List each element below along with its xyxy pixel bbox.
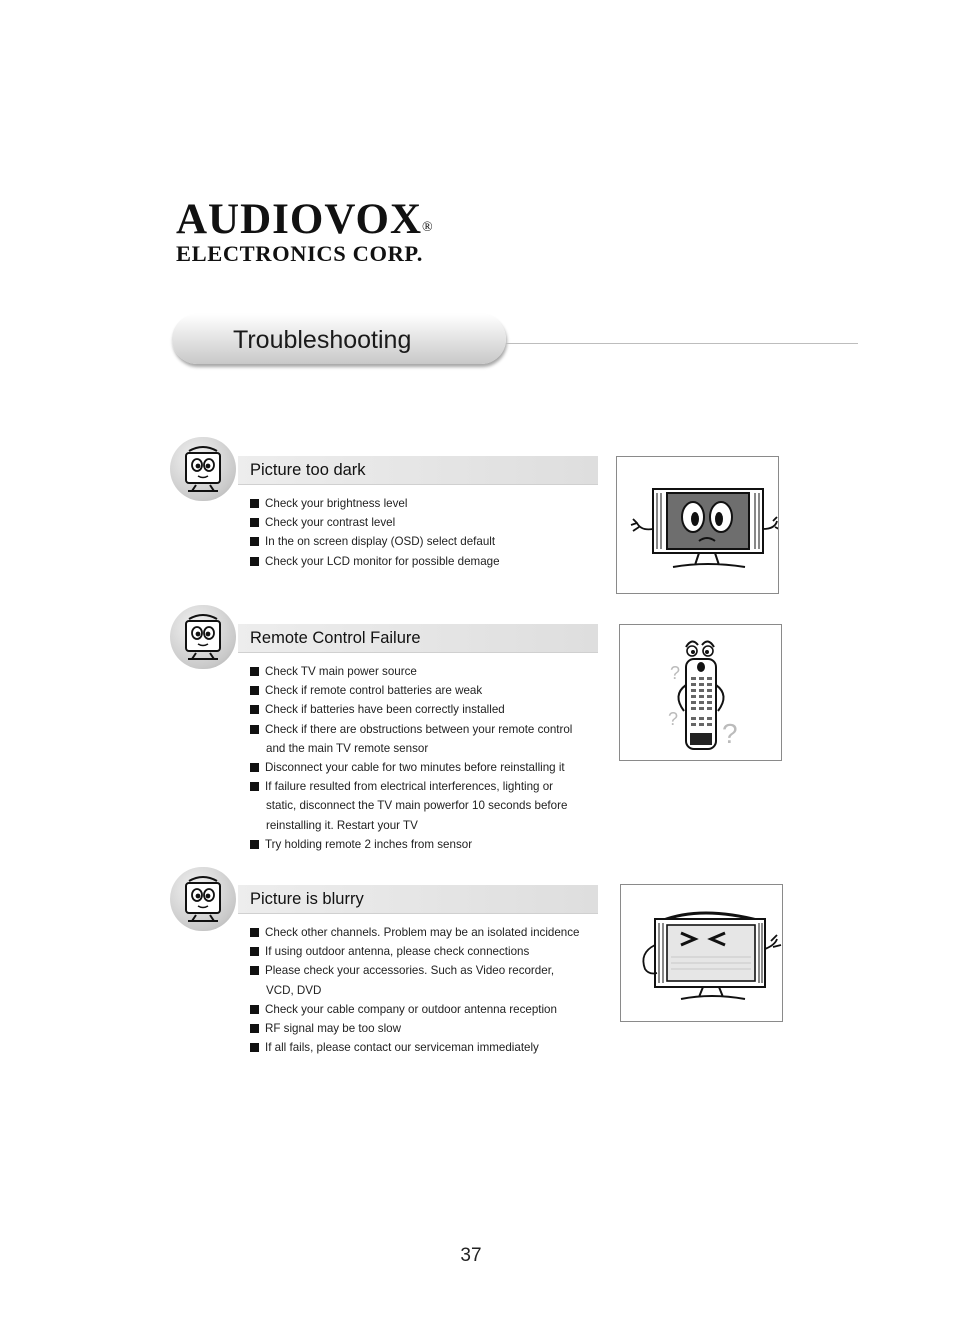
registered-mark: ® bbox=[422, 220, 434, 235]
svg-text:?: ? bbox=[722, 718, 738, 749]
list-item: Please check your accessories. Such as Video recorder, bbox=[250, 961, 580, 980]
section-heading: Remote Control Failure bbox=[250, 629, 421, 647]
list-item: Check your LCD monitor for possible demage bbox=[250, 552, 500, 571]
title-rule bbox=[506, 343, 858, 344]
list-item: and the main TV remote sensor bbox=[266, 741, 429, 755]
page-title: Troubleshooting bbox=[233, 326, 412, 354]
brand-name: AUDIOVOX® bbox=[176, 196, 434, 243]
section-items bbox=[250, 494, 500, 571]
list-item: Check TV main power source bbox=[250, 662, 572, 681]
blurry-tv-illustration bbox=[620, 884, 783, 1022]
list-item: If all fails, please contact our serviceman immediately bbox=[250, 1038, 580, 1057]
list-item: Check if remote control batteries are weak bbox=[250, 681, 572, 700]
tv-mascot-badge-icon bbox=[170, 437, 236, 501]
svg-text:?: ? bbox=[670, 663, 681, 683]
worried-tv-illustration bbox=[616, 456, 779, 594]
confused-remote-illustration bbox=[619, 624, 782, 761]
tv-mascot-badge-icon bbox=[170, 867, 236, 931]
list-item: If failure resulted from electrical interferences, lighting or bbox=[250, 777, 572, 796]
list-item: Check your contrast level bbox=[250, 513, 500, 532]
section-items bbox=[250, 662, 572, 854]
list-item: static, disconnect the TV main powerfor 10 seconds before bbox=[266, 799, 568, 813]
list-item: RF signal may be too slow bbox=[250, 1019, 580, 1038]
list-item: Check other channels. Problem may be an isolated incidence bbox=[250, 923, 580, 942]
section-items bbox=[250, 923, 580, 1057]
tv-mascot-badge-icon bbox=[170, 605, 236, 669]
section-heading: Picture is blurry bbox=[250, 890, 364, 908]
section-heading: Picture too dark bbox=[250, 461, 366, 479]
page-number: 37 bbox=[460, 1245, 482, 1266]
brand-logo bbox=[176, 198, 434, 266]
brand-subtitle: ELECTRONICS CORP. bbox=[176, 241, 423, 266]
list-item: If using outdoor antenna, please check connections bbox=[250, 942, 580, 961]
list-item: reinstalling it. Restart your TV bbox=[266, 818, 418, 832]
list-item: Check your cable company or outdoor antenna reception bbox=[250, 1000, 580, 1019]
list-item: Check if there are obstructions between your remote control bbox=[250, 720, 572, 739]
list-item: Try holding remote 2 inches from sensor bbox=[250, 835, 572, 854]
list-item: Check your brightness level bbox=[250, 494, 500, 513]
list-item: Check if batteries have been correctly installed bbox=[250, 700, 572, 719]
list-item: Disconnect your cable for two minutes before reinstalling it bbox=[250, 758, 572, 777]
list-item: VCD, DVD bbox=[266, 983, 322, 997]
svg-text:?: ? bbox=[668, 709, 679, 729]
list-item: In the on screen display (OSD) select default bbox=[250, 532, 500, 551]
